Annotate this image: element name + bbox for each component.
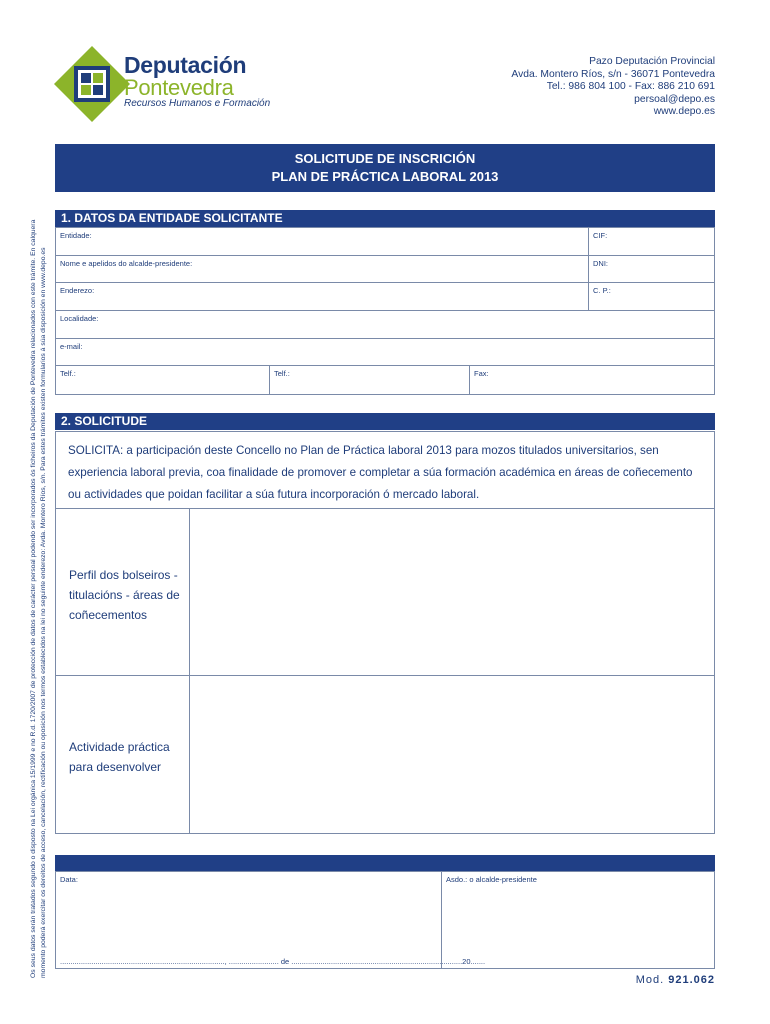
perfil-line: Perfil dos bolseiros - bbox=[69, 568, 178, 582]
tel2-field[interactable] bbox=[269, 366, 469, 394]
enderezo-field[interactable] bbox=[56, 283, 588, 310]
field-label: CIF: bbox=[593, 231, 608, 240]
section1-heading: 1. DATOS DA ENTIDADE SOLICITANTE bbox=[55, 210, 715, 227]
entidade-field[interactable] bbox=[56, 228, 588, 255]
address-line: Avda. Montero Ríos, s/n - 36071 Pontevedra bbox=[511, 68, 715, 80]
field-label: Fax: bbox=[474, 369, 489, 379]
model-number bbox=[636, 974, 715, 986]
solicitude-labels-column bbox=[56, 509, 190, 833]
solicita-line: SOLICITA: a participación deste Concello no Plan de Práctica laboral 2013 para mozos titulados universitarios, sen bbox=[68, 444, 659, 457]
actividade-label bbox=[69, 737, 170, 777]
address-line: www.depo.es bbox=[653, 106, 715, 118]
field-label: e-mail: bbox=[60, 341, 83, 351]
entity-data-form bbox=[55, 227, 715, 395]
brand-name: Deputación bbox=[124, 52, 247, 78]
solicitude-grid bbox=[55, 508, 715, 834]
form-row bbox=[56, 311, 714, 339]
perfil-line: coñecementos bbox=[69, 608, 148, 622]
field-label: Enderezo: bbox=[60, 286, 95, 296]
contact-address bbox=[511, 56, 715, 119]
field-label: DNI: bbox=[593, 258, 608, 268]
actividade-input-area[interactable] bbox=[190, 676, 714, 833]
mod-prefix: Mod. bbox=[635, 974, 665, 986]
address-line: Tel.: 986 804 100 - Fax: 886 210 691 bbox=[546, 81, 715, 93]
field-label: Telf.: bbox=[60, 369, 76, 379]
date-fill-line: ..............................................................................., ........................ de ..................................................................................20....... bbox=[60, 957, 486, 966]
brand-department: Recursos Humanos e Formación bbox=[124, 98, 271, 109]
perfil-line: titulacións - áreas de bbox=[69, 588, 180, 602]
field-label: Localidade: bbox=[60, 314, 99, 324]
cp-field[interactable] bbox=[588, 283, 714, 310]
signature-field[interactable] bbox=[441, 872, 714, 968]
date-field[interactable] bbox=[56, 872, 486, 968]
email-field[interactable] bbox=[56, 339, 714, 366]
field-label: Entidade: bbox=[60, 231, 92, 240]
address-line: Pazo Deputación Provincial bbox=[589, 56, 715, 67]
solicita-line: ou actividades que poidan facilitar a súa futura incorporación ó mercado laboral. bbox=[68, 488, 480, 501]
note-line: Os seus datos serán tratados segundo o disposto na Lei orgánica 15/1999 e no R.d. 1720/2007 de protección de datos de carácter persoal podendo ser incorporados ós ficheiros da Deputación de Pontevedra relacionados con este trámite. En calquera bbox=[30, 219, 37, 978]
field-label: C. P.: bbox=[593, 286, 611, 296]
field-label: Telf.: bbox=[274, 369, 290, 379]
form-row bbox=[56, 283, 714, 311]
form-row bbox=[56, 228, 714, 256]
form-row bbox=[56, 339, 714, 367]
deputacion-pontevedra-logo bbox=[52, 44, 132, 124]
title-line: PLAN DE PRÁCTICA LABORAL 2013 bbox=[271, 169, 499, 184]
brand-province: Pontevedra bbox=[124, 75, 234, 100]
signature-block bbox=[55, 871, 715, 969]
form-title bbox=[55, 144, 715, 192]
perfil-input-area[interactable] bbox=[190, 509, 714, 675]
section2-heading: 2. SOLICITUDE bbox=[55, 413, 715, 430]
signature-label: Asdo.: o alcalde-presidente bbox=[446, 875, 537, 884]
fax-field[interactable] bbox=[469, 366, 714, 394]
data-label: Data: bbox=[60, 875, 78, 884]
dni-field[interactable] bbox=[588, 256, 714, 283]
actividade-line: para desenvolver bbox=[69, 760, 162, 774]
field-label: Nome e apelidos do alcalde-presidente: bbox=[60, 258, 193, 268]
actividade-line: Actividade práctica bbox=[69, 740, 170, 754]
localidade-field[interactable] bbox=[56, 311, 714, 338]
address-line: persoal@depo.es bbox=[634, 93, 715, 105]
signature-header-bar bbox=[55, 855, 715, 871]
title-line: SOLICITUDE DE INSCRICIÓN bbox=[294, 151, 476, 166]
data-protection-note bbox=[29, 133, 48, 978]
form-row bbox=[56, 366, 714, 394]
tel1-field[interactable] bbox=[56, 366, 269, 394]
note-line: momento poderá exercitar os dereitos de acceso, cancelación, rectificación ou oposición nos termos establecidos na lei no seguinte enderezo: Avda. Montero Ríos, s/n. Para estes trámites existen formularios á súa disposición en www.depo.es bbox=[39, 247, 47, 978]
mod-number: 921.062 bbox=[668, 974, 715, 986]
solicita-paragraph bbox=[55, 431, 715, 509]
nome-field[interactable] bbox=[56, 256, 588, 283]
perfil-label bbox=[69, 565, 180, 625]
cif-field[interactable] bbox=[588, 228, 714, 255]
form-row bbox=[56, 256, 714, 284]
solicita-line: experiencia laboral previa, coa finalidade de promover e completar a súa formación académica en áreas de coñecemento bbox=[68, 466, 693, 479]
